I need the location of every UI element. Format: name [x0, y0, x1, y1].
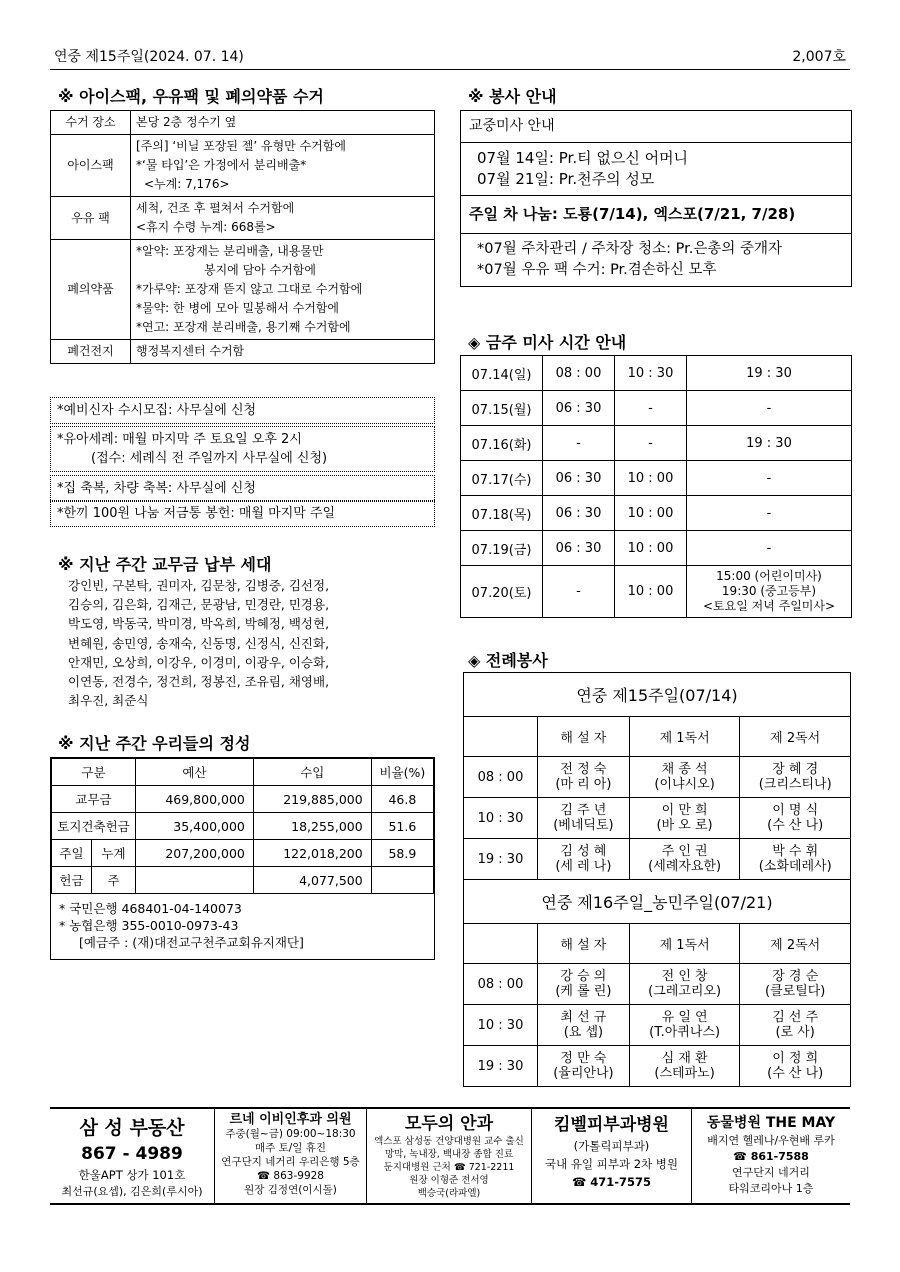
- cell: -: [615, 391, 687, 426]
- finance-table: [51, 758, 434, 894]
- cell: 35,400,000: [136, 813, 254, 840]
- cell: 누계: [92, 840, 136, 867]
- person-name: 김 선 주: [772, 1010, 819, 1025]
- cell: 18,255,000: [253, 813, 371, 840]
- time-cell: 19 : 30: [464, 839, 538, 880]
- cell: 토지건축헌금: [52, 813, 136, 840]
- list-item: 박도영, 박동국, 박미경, 박옥희, 박혜정, 백성현,: [68, 616, 330, 632]
- list-item: 안재민, 오상희, 이강우, 이경미, 이광우, 이승화,: [68, 654, 330, 670]
- person-name: 이 만 희: [661, 803, 708, 818]
- service-box: [460, 110, 852, 287]
- baptismal-name: (마 리 아): [555, 777, 612, 792]
- cell: 4,077,500: [253, 867, 371, 894]
- list-item: 이연동, 전경수, 정건희, 정봉진, 조유림, 채영배,: [68, 674, 330, 690]
- mass-service-head: 교중미사 안내: [461, 111, 851, 143]
- donors-title: ※ 지난 주간 교무금 납부 세대: [58, 555, 272, 574]
- ads-bar: [50, 1107, 850, 1205]
- person-cell: [740, 839, 851, 880]
- person-cell: [538, 1046, 630, 1087]
- ad-line: ☎ 863-9928: [257, 1170, 324, 1182]
- list-item: 변혜원, 송민영, 송재숙, 신동명, 신정식, 신진화,: [68, 635, 330, 651]
- person-cell: [740, 1046, 851, 1087]
- person-name: 전 인 창: [661, 969, 708, 984]
- cell: 주일: [52, 840, 92, 867]
- table-row: [52, 867, 434, 894]
- line: (접수: 세례식 전 주일까지 사무실에 신청): [91, 451, 328, 466]
- table-row: [52, 786, 434, 813]
- table-row: [52, 840, 434, 867]
- person-name: 채 종 석: [661, 762, 708, 777]
- ad-line: 백승국(라파엘): [417, 1188, 481, 1199]
- baptismal-name: (바 오 로): [656, 818, 713, 833]
- list-item: 김승의, 김은화, 김재근, 문광남, 민경란, 민경용,: [68, 597, 330, 613]
- person-name: 강 승 의: [560, 969, 607, 984]
- table-row: [461, 426, 852, 461]
- baptismal-name: (베네딕토): [553, 818, 614, 833]
- cell: 07.19(금): [461, 531, 543, 566]
- cell: 58.9: [371, 840, 433, 867]
- time-cell: 19 : 30: [464, 1046, 538, 1087]
- liturgy-title: ◈ 전례봉사: [468, 651, 548, 670]
- line: 07월 14일: Pr.티 없으신 어머니: [477, 149, 689, 167]
- cell: 10 : 30: [615, 356, 687, 391]
- table-row: [464, 1046, 851, 1087]
- ad-line: 연구단지 네거리: [732, 1166, 810, 1179]
- time-cell: 08 : 00: [464, 964, 538, 1005]
- person-cell: [538, 1005, 630, 1046]
- table-row: [461, 531, 852, 566]
- cell: 주: [92, 867, 136, 894]
- cell: 469,800,000: [136, 786, 254, 813]
- cell: 헌금: [52, 867, 92, 894]
- cell: 19 : 30: [687, 356, 852, 391]
- person-name: 심 재 환: [661, 1051, 708, 1066]
- baptismal-name: (요 셉): [563, 1025, 604, 1040]
- mass-service-list: [461, 143, 851, 196]
- cell: [464, 717, 538, 757]
- mass-times-table: [460, 355, 852, 618]
- line: *연고: 포장재 분리배출, 용기째 수거함에: [136, 320, 351, 334]
- cell: -: [543, 566, 615, 618]
- table-row: [461, 496, 852, 531]
- header-cell: 제 2독서: [740, 924, 851, 964]
- person-cell: [538, 964, 630, 1005]
- table-row: [51, 340, 435, 364]
- table-row: [464, 839, 851, 880]
- person-cell: [629, 1046, 740, 1087]
- masstimes-title: ◈ 금주 미사 시간 안내: [468, 333, 627, 352]
- header-cell: 해 설 자: [538, 924, 630, 964]
- cell: -: [543, 426, 615, 461]
- person-name: 유 일 연: [661, 1010, 708, 1025]
- ad-line: 타워코리아나 1층: [728, 1182, 814, 1195]
- ad-line: 한울APT 상가 101호: [78, 1168, 186, 1182]
- table-row: [464, 924, 851, 964]
- line: *유아세례: 매월 마지막 주 토요일 오후 2시: [57, 432, 302, 447]
- cell: 10 : 00: [615, 531, 687, 566]
- row-value: [131, 240, 435, 340]
- baptismal-name: (세 레 나): [555, 859, 612, 874]
- table-row: [52, 759, 434, 786]
- ad-title: 동물병원 THE MAY: [706, 1115, 836, 1131]
- person-cell: [538, 798, 630, 839]
- finance-box: [50, 757, 435, 960]
- person-cell: [629, 964, 740, 1005]
- ad-realestate: [50, 1109, 215, 1203]
- week-title: 연중 제16주일_농민주일(07/21): [464, 880, 851, 924]
- cell: 07.14(일): [461, 356, 543, 391]
- person-name: 전 정 숙: [560, 762, 607, 777]
- person-cell: [629, 839, 740, 880]
- baptismal-name: (수 산 나): [767, 1066, 824, 1081]
- ad-animal-hospital: [692, 1109, 850, 1203]
- header-cell: 구분: [52, 759, 136, 786]
- line: * 농협은행 355-0010-0973-43: [59, 918, 239, 933]
- person-cell: [629, 798, 740, 839]
- time-cell: 08 : 00: [464, 757, 538, 798]
- list-item: 최우진, 최준식: [68, 693, 149, 709]
- header-cell: 비율(%): [371, 759, 433, 786]
- cell: -: [687, 496, 852, 531]
- row-value: [131, 135, 435, 197]
- ad-title: 모두의 안과: [404, 1114, 494, 1134]
- baptismal-name: (이냐시오): [654, 777, 715, 792]
- cell: 10 : 00: [615, 566, 687, 618]
- ad-line: 국내 유일 피부과 2차 병원: [544, 1157, 679, 1171]
- row-key: 아이스팩: [51, 135, 131, 197]
- cell: 07.18(목): [461, 496, 543, 531]
- notice-catechumen: *예비신자 수시모집: 사무실에 신청: [50, 397, 435, 424]
- issue-number: 2,007호: [792, 49, 846, 65]
- cell: 19 : 30: [687, 426, 852, 461]
- donor-list: [68, 576, 428, 710]
- cell: 06 : 30: [543, 531, 615, 566]
- table-row: [52, 813, 434, 840]
- person-name: 이 정 희: [772, 1051, 819, 1066]
- baptismal-name: (소화데레사): [758, 859, 832, 874]
- person-name: 이 명 식: [772, 803, 819, 818]
- cell: 207,200,000: [136, 840, 254, 867]
- table-row: [461, 391, 852, 426]
- line: *가루약: 포장재 뜯지 않고 그대로 수거함에: [136, 282, 363, 296]
- service-title: ※ 봉사 안내: [468, 87, 557, 106]
- row-key: 폐건전지: [51, 340, 131, 364]
- person-cell: [740, 964, 851, 1005]
- header-cell: 제 1독서: [629, 717, 740, 757]
- notice-baptism: [50, 426, 435, 472]
- cell: 교무금: [52, 786, 136, 813]
- cell: 08 : 00: [543, 356, 615, 391]
- table-row: [464, 1005, 851, 1046]
- cell: 10 : 00: [615, 461, 687, 496]
- ad-line: 최선규(요셉), 김은희(루시아): [61, 1185, 203, 1198]
- ad-title: 르네 이비인후과 의원: [229, 1112, 352, 1127]
- collect-table: [50, 110, 435, 364]
- person-cell: [629, 1005, 740, 1046]
- line: *07월 우유 팩 수거: Pr.겸손하신 모후: [477, 262, 717, 278]
- cell: 122,018,200: [253, 840, 371, 867]
- ad-eye-clinic: [367, 1109, 532, 1203]
- line: 07월 21일: Pr.천주의 성모: [477, 170, 655, 188]
- page-header: [50, 44, 850, 70]
- week-title: 연중 제15주일(07/14): [464, 673, 851, 717]
- line: *물약: 한 병에 모아 밀봉해서 수거함에: [136, 301, 339, 315]
- baptismal-name: (크리스티나): [758, 777, 832, 792]
- ad-line: 망막, 녹내장, 백내장 종합 진료: [384, 1149, 514, 1160]
- person-name: 장 경 순: [772, 969, 819, 984]
- person-name: 박 수 휘: [772, 844, 819, 859]
- cell: 219,885,000: [253, 786, 371, 813]
- table-row: [461, 461, 852, 496]
- cell: 06 : 30: [543, 461, 615, 496]
- line: 봉지에 담아 수거함에: [204, 263, 316, 277]
- line: 세척, 건조 후 펼쳐서 수거함에: [136, 201, 295, 215]
- baptismal-name: (수 산 나): [767, 818, 824, 833]
- baptismal-name: (스테파노): [654, 1066, 715, 1081]
- table-row: [461, 356, 852, 391]
- line: *알약: 포장재는 분리배출, 내용물만: [136, 244, 324, 258]
- header-cell: 수입: [253, 759, 371, 786]
- person-name: 정 만 숙: [560, 1051, 607, 1066]
- person-cell: [629, 757, 740, 798]
- cell: 07.15(월): [461, 391, 543, 426]
- baptismal-name: (케 롤 린): [555, 984, 612, 999]
- ad-line: 867 - 4989: [81, 1144, 183, 1164]
- cell: 46.8: [371, 786, 433, 813]
- row-value: 행정복지센터 수거함: [131, 340, 435, 364]
- cell: [136, 867, 254, 894]
- person-cell: [740, 757, 851, 798]
- row-value: 본당 2층 정수기 옆: [131, 111, 435, 135]
- row-key: 수거 장소: [51, 111, 131, 135]
- cell: -: [687, 531, 852, 566]
- line: *‘물 타입’은 가정에서 분리배출*: [136, 158, 307, 172]
- ad-line: 연구단지 네거리 우리은행 5층: [221, 1156, 360, 1168]
- cell: 06 : 30: [543, 391, 615, 426]
- person-name: 김 성 혜: [560, 844, 607, 859]
- cell: 07.20(토): [461, 566, 543, 618]
- header-cell: 예산: [136, 759, 254, 786]
- table-row: [51, 197, 435, 240]
- notice-blessing: *집 축복, 차량 축복: 사무실에 신청: [50, 475, 435, 502]
- list-item: 강인빈, 구본탁, 권미자, 김문창, 김병중, 김선정,: [68, 578, 330, 593]
- baptismal-name: (T.아퀴나스): [649, 1025, 721, 1040]
- time-cell: 10 : 30: [464, 1005, 538, 1046]
- cell: -: [615, 426, 687, 461]
- line: [예금주 : (재)대전교구천주교회유지재단]: [79, 935, 304, 950]
- time-cell: 10 : 30: [464, 798, 538, 839]
- ad-line: 엑스포 삼성동 건양대병원 교수 출신: [374, 1136, 524, 1147]
- liturgy-table: [463, 672, 851, 1087]
- ad-line: 배지연 헬레나/우현배 루카: [707, 1134, 835, 1147]
- ad-title: 삼 성 부동산: [79, 1117, 185, 1139]
- duty-list: [461, 234, 851, 286]
- ad-line: 주중(월~금) 09:00~18:30: [225, 1128, 356, 1140]
- ad-line: 둔지대병원 근처 ☎ 721-2211: [383, 1162, 515, 1173]
- issue-date: 연중 제15주일(2024. 07. 14): [54, 49, 244, 65]
- ad-title: 킴벨피부과병원: [554, 1115, 669, 1135]
- baptismal-name: (세례자요한): [648, 859, 722, 874]
- cell: [687, 566, 852, 618]
- finance-title: ※ 지난 주간 우리들의 정성: [58, 734, 251, 753]
- table-row: [464, 757, 851, 798]
- person-cell: [740, 1005, 851, 1046]
- table-row: [464, 717, 851, 757]
- baptismal-name: (로 사): [775, 1025, 815, 1040]
- cell: 51.6: [371, 813, 433, 840]
- line: <누계: 7,176>: [144, 177, 230, 191]
- table-row: [464, 673, 851, 717]
- row-key: 폐의약품: [51, 240, 131, 340]
- baptismal-name: (율리안나): [553, 1066, 614, 1081]
- line: *07월 주차관리 / 주차장 청소: Pr.은총의 중개자: [477, 241, 782, 257]
- person-cell: [538, 839, 630, 880]
- person-cell: [538, 757, 630, 798]
- baptismal-name: (클로틸다): [765, 984, 826, 999]
- line: 15:00 (어린이미사): [716, 569, 822, 583]
- table-row: [464, 880, 851, 924]
- line: <휴지 수령 누계: 668롤>: [136, 220, 276, 234]
- ad-line: ☎ 861-7588: [733, 1150, 809, 1163]
- person-name: 김 주 년: [560, 803, 607, 818]
- line: 19:30 (중고등부): [721, 584, 817, 598]
- ad-line: ☎ 471-7575: [571, 1175, 652, 1189]
- line: [주의] ‘비닐 포장된 젤’ 유형만 수거함에: [136, 139, 346, 153]
- row-value: [131, 197, 435, 240]
- baptismal-name: (그레고리오): [648, 984, 722, 999]
- line: <토요일 저녁 주일미사>: [702, 599, 836, 613]
- line: * 국민은행 468401-04-140073: [59, 901, 242, 916]
- cell: 10 : 00: [615, 496, 687, 531]
- person-name: 최 선 규: [560, 1010, 607, 1025]
- car-share: 주일 차 나눔: 도룡(7/14), 엑스포(7/21, 7/28): [461, 196, 851, 234]
- header-cell: 해 설 자: [538, 717, 630, 757]
- header-cell: 제 1독서: [629, 924, 740, 964]
- cell: [371, 867, 433, 894]
- cell: -: [687, 391, 852, 426]
- ad-line: 매주 토/일 휴진: [254, 1142, 327, 1154]
- table-row: [461, 566, 852, 618]
- ad-line: (가톨릭피부과): [573, 1139, 650, 1153]
- ad-ent-clinic: [215, 1109, 367, 1203]
- row-key: 우유 팩: [51, 197, 131, 240]
- table-row: [464, 798, 851, 839]
- cell: -: [687, 461, 852, 496]
- notice-savings: *한끼 100원 나눔 저금통 봉헌: 매월 마지막 주일: [50, 500, 435, 527]
- table-row: [51, 135, 435, 197]
- ad-line: 원장 이형준 전서영: [409, 1175, 489, 1186]
- cell: 06 : 30: [543, 496, 615, 531]
- person-name: 장 혜 경: [772, 762, 819, 777]
- ad-line: 원장 김정연(이시돌): [244, 1184, 337, 1196]
- cell: [464, 924, 538, 964]
- person-name: 주 인 권: [661, 844, 708, 859]
- ad-skin-hospital: [532, 1109, 692, 1203]
- header-cell: 제 2독서: [740, 717, 851, 757]
- person-cell: [740, 798, 851, 839]
- collect-title: ※ 아이스팩, 우유팩 및 폐의약품 수거: [58, 87, 324, 106]
- bank-accounts: [51, 894, 434, 957]
- table-row: [51, 111, 435, 135]
- cell: 07.16(화): [461, 426, 543, 461]
- cell: 07.17(수): [461, 461, 543, 496]
- table-row: [464, 964, 851, 1005]
- table-row: [51, 240, 435, 340]
